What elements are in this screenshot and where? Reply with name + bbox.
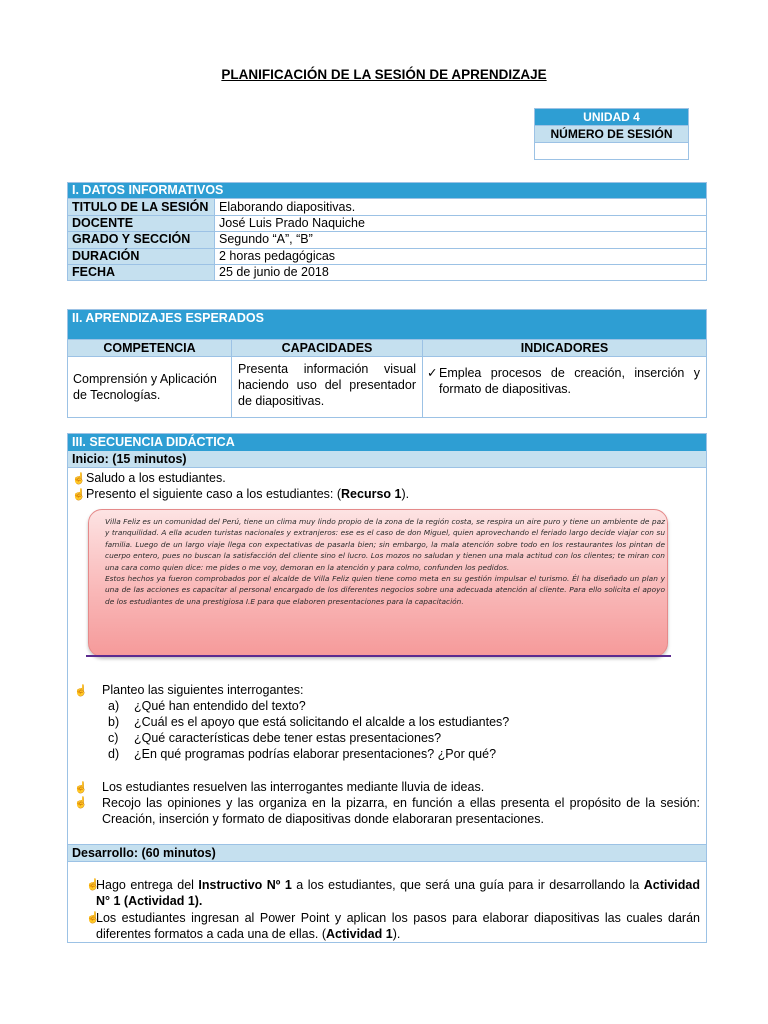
- secuencia-header: III. SECUENCIA DIDÁCTICA: [68, 434, 706, 451]
- datos-label: GRADO Y SECCIÓN: [68, 232, 215, 248]
- case-box: [88, 509, 668, 657]
- case-text: Villa Feliz es un comunidad del Perú, tiene un clima muy lindo propio de la zona de la región costa, se respira un aire puro y tiene un ambiente de paz y tranquilidad. A ella acuden turistas nacionales y extranjeros: ese es el caso de don Miguel, quien aprovechando el feriado largo decide viajar con su familia. Luego de un largo viaje llega con expectativas de pasarla bien; sin embargo, la mala atención sobre todo en los restaurantes los pintan de cuerpo entero, pues no buscan la satisfacción del cliente sino el lucro. Los mozos no saludan y tienen una mala actitud con los clientes; te miran con una cara como quien dice: me pides o me voy, demoran en la atención y para colmo, confunden los pedidos. Estos hechos ya fueron comprobados por el alcalde de Villa Feliz quien tiene como meta en su gestión impulsar el turismo. Él ha diseñado un plan y una de las acciones es capacitar al personal encargado de los diferentes negocios sobre una adecuada atención al cliente. Para ello solicita el apoyo de los estudiantes de una prestigiosa I.E para que elaboren presentaciones para la capacitación.: [105, 517, 665, 606]
- datos-value: 2 horas pedagógicas: [215, 248, 707, 264]
- unit-box: [534, 108, 689, 160]
- bullet-item: ☝ Hago entrega del Instructivo Nº 1 a los estudiantes, que será una guía para ir desarrollando la Actividad N° 1 (Actividad 1).: [86, 878, 700, 908]
- datos-label: TITULO DE LA SESIÓN: [68, 199, 215, 215]
- aprendizajes-header: II. APRENDIZAJES ESPERADOS: [68, 310, 707, 340]
- bullet-item: ☝Presento el siguiente caso a los estudiantes: (Recurso 1).: [72, 487, 410, 501]
- datos-informativos-table: [67, 182, 707, 281]
- datos-header: I. DATOS INFORMATIVOS: [68, 183, 707, 199]
- competencia-cell: Comprensión y Aplicación de Tecnologías.: [68, 357, 232, 418]
- bullet-item: ☝ Los estudiantes ingresan al Power Point y aplican los pasos para elaborar diapositivas las cuales darán diferentes formatos a cada una de ellas. (Actividad 1).: [86, 911, 700, 941]
- page-title: PLANIFICACIÓN DE LA SESIÓN DE APRENDIZAJE: [221, 67, 547, 82]
- question-item: c) ¿Qué características debe tener estas presentaciones?: [108, 731, 442, 745]
- bullet-item: ☝Saludo a los estudiantes.: [72, 471, 226, 485]
- hand-icon: ☝: [72, 489, 86, 501]
- datos-label: DOCENTE: [68, 215, 215, 231]
- desarrollo-header: Desarrollo: (60 minutos): [68, 844, 706, 862]
- hand-icon: ☝: [86, 879, 100, 891]
- indicadores-cell: [423, 357, 707, 418]
- hand-icon: ☝: [74, 685, 88, 697]
- hand-icon: ☝: [72, 473, 86, 485]
- hand-icon: ☝: [86, 912, 100, 924]
- col-indicadores: INDICADORES: [423, 340, 707, 357]
- datos-value: José Luis Prado Naquiche: [215, 215, 707, 231]
- bullet-item: ☝ Los estudiantes resuelven las interrogantes mediante lluvia de ideas.: [74, 780, 485, 794]
- hand-icon: ☝: [74, 782, 88, 794]
- question-item: d) ¿En qué programas podrías elaborar presentaciones? ¿Por qué?: [108, 747, 497, 761]
- datos-value: Segundo “A”, “B”: [215, 232, 707, 248]
- datos-value: Elaborando diapositivas.: [215, 199, 707, 215]
- aprendizajes-table: [67, 309, 707, 418]
- bullet-item: ☝ Planteo las siguientes interrogantes:: [74, 683, 304, 697]
- bullet-item: ☝ Recojo las opiniones y las organiza en la pizarra, en función a ellas presenta el propósito de la sesión: Creación, inserción y formato de diapositivas donde elaboraran presentaciones.: [74, 796, 700, 826]
- session-number-label: NÚMERO DE SESIÓN: [535, 126, 689, 143]
- datos-value: 25 de junio de 2018: [215, 264, 707, 280]
- inicio-header: Inicio: (15 minutos): [68, 451, 706, 468]
- indicadores-text: Emplea procesos de creación, inserción y formato de diapositivas.: [439, 366, 700, 396]
- secuencia-didactica: [67, 433, 707, 943]
- question-item: a) ¿Qué han entendido del texto?: [108, 699, 306, 713]
- col-capacidades: CAPACIDADES: [232, 340, 423, 357]
- question-item: b) ¿Cuál es el apoyo que está solicitando el alcalde a los estudiantes?: [108, 715, 510, 729]
- datos-label: DURACIÓN: [68, 248, 215, 264]
- col-competencia: COMPETENCIA: [68, 340, 232, 357]
- session-number-value: [535, 143, 689, 160]
- hand-icon: ☝: [74, 797, 88, 809]
- capacidades-cell: Presenta información visual haciendo uso del presentador de diapositivas.: [232, 357, 423, 418]
- check-icon: ✓: [427, 366, 438, 380]
- case-underline: [86, 655, 671, 657]
- unit-label: UNIDAD 4: [535, 109, 689, 126]
- datos-label: FECHA: [68, 264, 215, 280]
